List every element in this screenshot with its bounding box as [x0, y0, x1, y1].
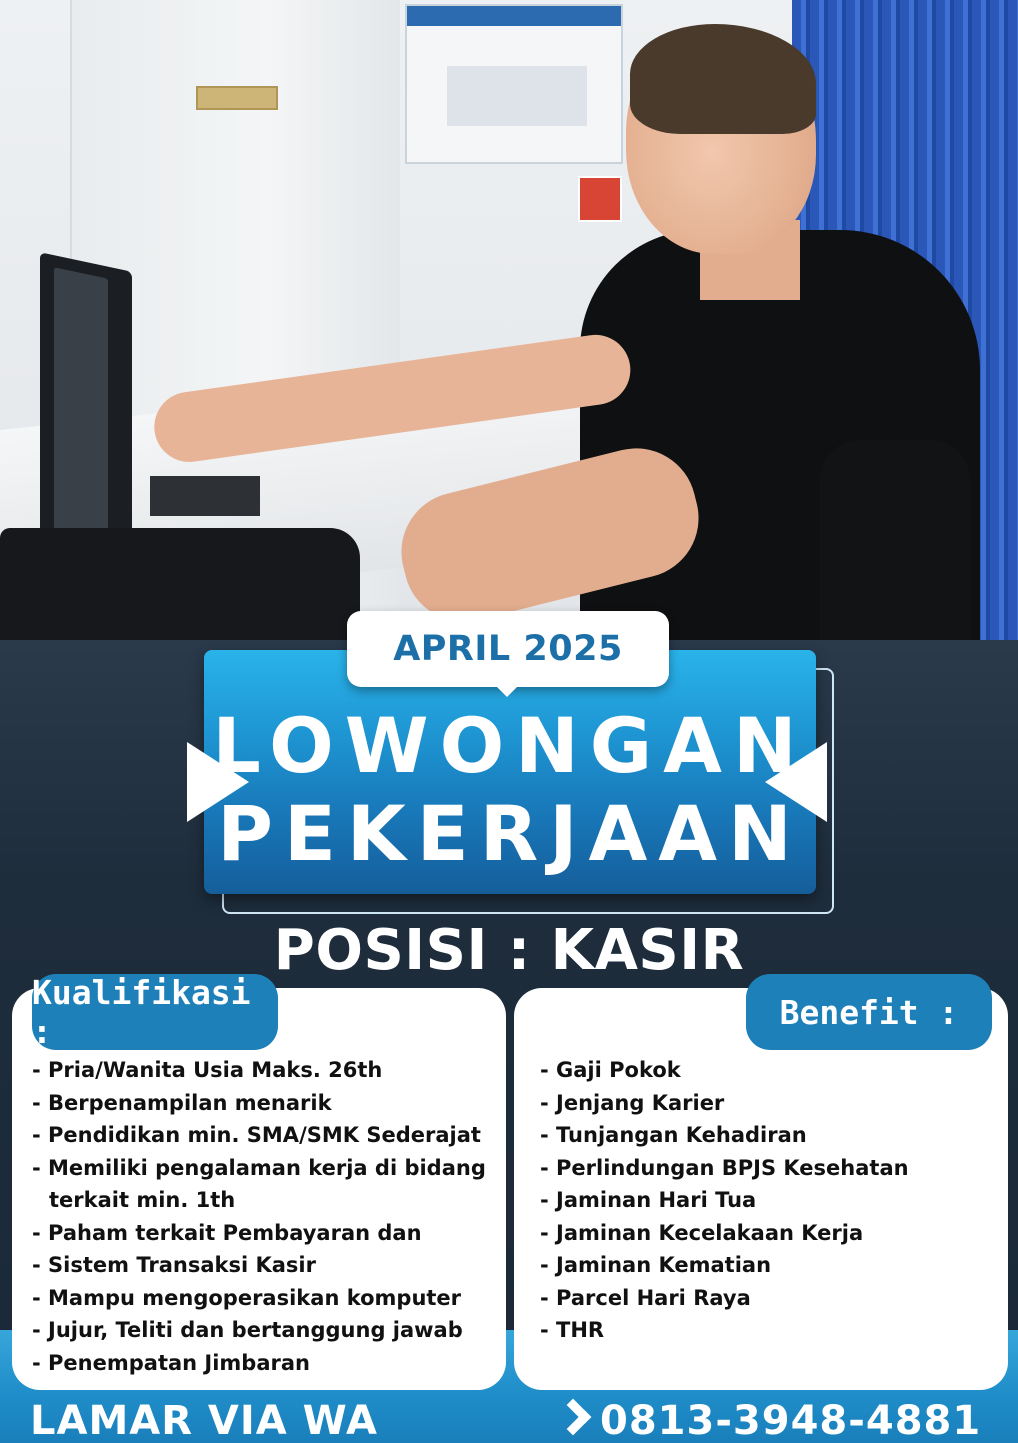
list-item: - Jujur, Teliti dan bertanggung jawab [32, 1318, 463, 1342]
list-item: - THR [540, 1318, 605, 1342]
qualifications-heading: Kualifikasi : [32, 974, 278, 1050]
arrow-right-icon [187, 742, 249, 822]
date-badge [347, 611, 669, 687]
door-plaque [196, 86, 278, 110]
list-item: - Penempatan Jimbaran [32, 1350, 310, 1375]
exit-sign [578, 176, 622, 222]
qualifications-list [32, 1054, 502, 1379]
benefits-heading: Benefit : [746, 974, 992, 1050]
list-item: - Tunjangan Kehadiran [540, 1123, 807, 1147]
list-item: - Parcel Hari Raya [540, 1285, 751, 1310]
list-item: - Sistem Transaksi Kasir [32, 1253, 316, 1277]
list-item: - Gaji Pokok [540, 1058, 681, 1082]
phone-contact[interactable] [560, 1398, 982, 1443]
wall-poster [405, 4, 623, 164]
benefits-list [540, 1054, 1000, 1347]
list-item: - Paham terkait Pembayaran dan [32, 1220, 422, 1245]
pos-monitor [40, 252, 132, 562]
apply-via-wa-label: LAMAR VIA WA [30, 1398, 378, 1443]
list-item: - Perlindungan BPJS Kesehatan [540, 1155, 909, 1180]
list-item: - Mampu mengoperasikan komputer [32, 1285, 462, 1310]
list-item: - Pendidikan min. SMA/SMK Sederajat [32, 1123, 481, 1147]
list-item: - Jaminan Kecelakaan Kerja [540, 1220, 864, 1245]
keyboard [150, 476, 260, 516]
list-item: - Jaminan Kematian [540, 1253, 772, 1277]
position-title: POSISI : KASIR [273, 918, 745, 983]
chevron-right-icon [555, 1399, 592, 1436]
list-item: - Pria/Wanita Usia Maks. 26th [32, 1058, 383, 1082]
date-text: APRIL 2025 [393, 629, 623, 669]
phone-number[interactable]: 0813-3948-4881 [600, 1398, 982, 1443]
list-item: - Jaminan Hari Tua [540, 1188, 757, 1212]
arrow-left-icon [765, 742, 827, 822]
title-line-2: PEKERJAAN [217, 789, 803, 878]
list-item: - Memiliki pengalaman kerja di bidang terkait min. 1th [32, 1155, 486, 1212]
list-item: - Berpenampilan menarik [32, 1090, 332, 1115]
title-line-1: LOWONGAN [212, 701, 808, 790]
list-item: - Jenjang Karier [540, 1090, 725, 1115]
cashier-hair [630, 24, 816, 134]
